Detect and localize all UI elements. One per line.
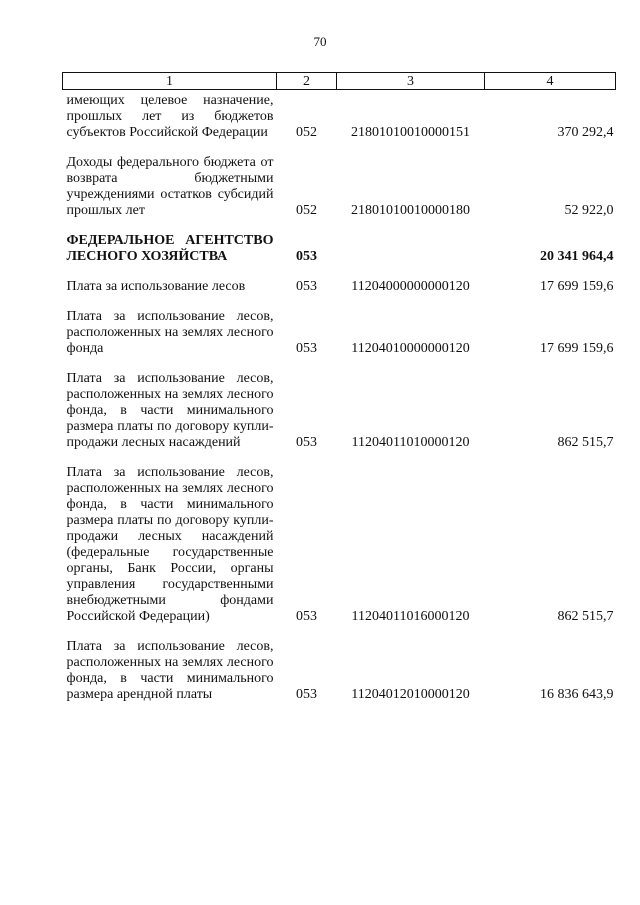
header-col-1: 1 <box>63 73 277 90</box>
row-revenue-code: 11204012010000120 <box>351 687 470 702</box>
row-admin-code: 052 <box>296 203 317 218</box>
row-revenue-code: 11204000000000120 <box>351 279 470 294</box>
row-name: Плата за использование лесов, расположенных на землях лесного фонда <box>66 309 274 356</box>
row-name: Плата за использование лесов, расположенных на землях лесного фонда, в части минимального размера платы по договору купли-продажи лесных насаждений <box>66 371 274 450</box>
header-col-3: 3 <box>337 73 485 90</box>
row-amount: 862 515,7 <box>557 435 614 450</box>
row-amount: 17 699 159,6 <box>540 279 614 294</box>
row-spacer <box>63 295 616 309</box>
table-header-row <box>63 73 616 90</box>
table-row <box>63 279 616 295</box>
row-admin-code: 052 <box>296 125 317 140</box>
row-revenue-code: 21801010010000151 <box>351 125 470 140</box>
revenue-table <box>62 72 616 703</box>
row-spacer <box>63 141 616 155</box>
row-revenue-code: 11204011016000120 <box>351 609 470 624</box>
row-admin-code: 053 <box>296 249 317 264</box>
row-name: Плата за использование лесов <box>66 279 246 294</box>
row-name: имеющих целевое назначение, прошлых лет из бюджетов субъектов Российской Федерации <box>66 93 274 140</box>
row-admin-code: 053 <box>296 341 317 356</box>
table-row <box>63 309 616 357</box>
row-revenue-code: 21801010010000180 <box>351 203 470 218</box>
row-admin-code: 053 <box>296 687 317 702</box>
row-revenue-code: 11204010000000120 <box>351 341 470 356</box>
row-name: Доходы федерального бюджета от возврата бюджетными учреждениями остатков субсидий прошлых лет <box>66 155 274 218</box>
row-amount: 370 292,4 <box>557 125 614 140</box>
row-amount: 20 341 964,4 <box>540 249 614 264</box>
row-spacer <box>63 265 616 279</box>
row-amount: 16 836 643,9 <box>540 687 614 702</box>
header-col-4: 4 <box>485 73 616 90</box>
row-spacer <box>63 451 616 465</box>
row-amount: 17 699 159,6 <box>540 341 614 356</box>
table-row <box>63 155 616 219</box>
table-row <box>63 233 616 265</box>
row-admin-code: 053 <box>296 435 317 450</box>
row-admin-code: 053 <box>296 609 317 624</box>
row-revenue-code: 11204011010000120 <box>351 435 470 450</box>
header-col-2: 2 <box>277 73 337 90</box>
row-spacer <box>63 357 616 371</box>
page-number: 70 <box>313 34 327 49</box>
row-amount: 862 515,7 <box>557 609 614 624</box>
table-row <box>63 465 616 625</box>
row-name: ФЕДЕРАЛЬНОЕ АГЕНТСТВО ЛЕСНОГО ХОЗЯЙСТВА <box>66 233 274 264</box>
row-spacer <box>63 219 616 233</box>
row-spacer <box>63 625 616 639</box>
row-admin-code: 053 <box>296 279 317 294</box>
table-row <box>63 371 616 451</box>
table-row <box>63 90 616 142</box>
row-name: Плата за использование лесов, расположенных на землях лесного фонда, в части минимального размера арендной платы <box>66 639 274 702</box>
table-row <box>63 639 616 703</box>
row-amount: 52 922,0 <box>564 203 614 218</box>
row-name: Плата за использование лесов, расположенных на землях лесного фонда, в части минимального размера платы по договору купли-продажи лесных насаждений (федеральные государственные органы, Банк России, органы управления государственными внебюджетными фондами Российской Федерации) <box>66 465 274 624</box>
row-revenue-code <box>337 233 485 265</box>
